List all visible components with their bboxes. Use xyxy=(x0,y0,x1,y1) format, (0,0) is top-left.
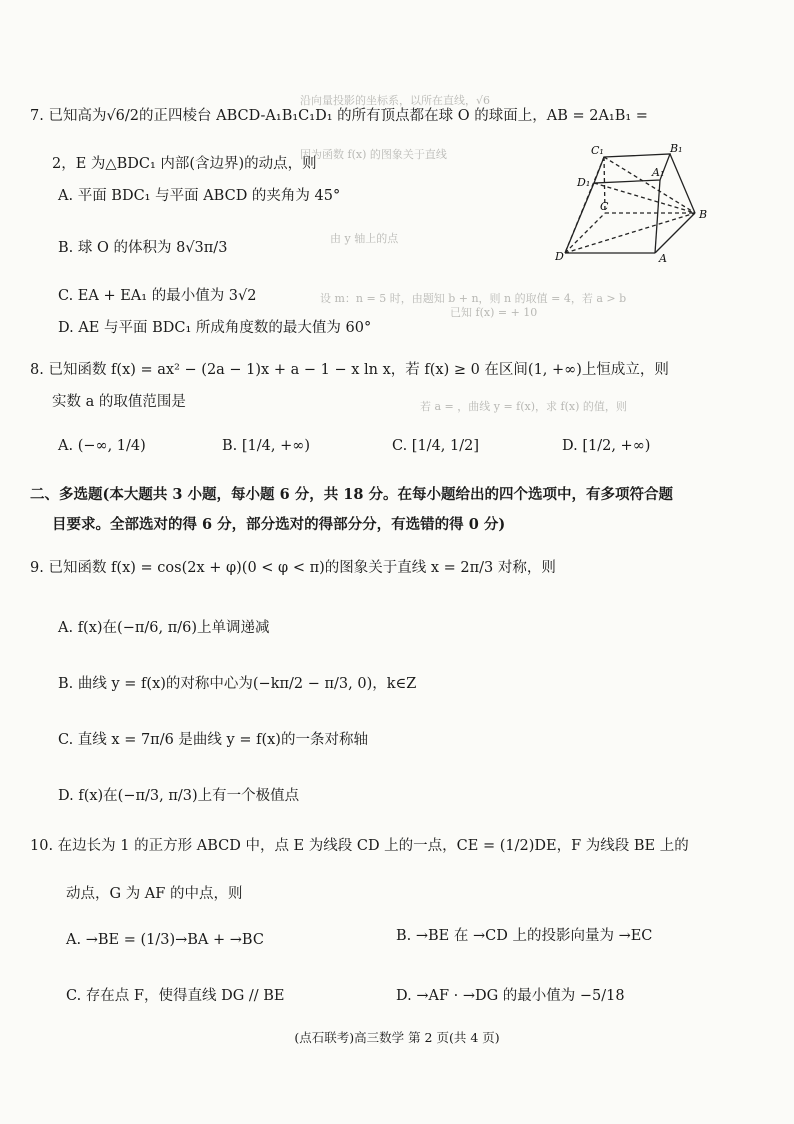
q7-stem-line2: 2，E 为△BDC₁ 内部(含边界)的动点，则 xyxy=(52,156,317,172)
q9-option-b: B. 曲线 y = f(x)的对称中心为(−kπ/2 − π/3, 0)，k∈Z xyxy=(58,676,417,692)
bleed-text: 由 y 轴上的点 xyxy=(330,232,399,245)
q9-option-d: D. f(x)在(−π/3, π/3)上有一个极值点 xyxy=(58,788,300,804)
label-a: A xyxy=(659,252,667,265)
q9-option-c: C. 直线 x = 7π/6 是曲线 y = f(x)的一条对称轴 xyxy=(58,732,368,748)
q10-stem-line1: 10. 在边长为 1 的正方形 ABCD 中，点 E 为线段 CD 上的一点，CE = (1/2)DE，F 为线段 BE 上的 xyxy=(30,838,689,854)
section-header-line2: 目要求。全部选对的得 6 分，部分选对的得部分分，有选错的得 0 分) xyxy=(52,516,506,533)
q7-option-d: D. AE 与平面 BDC₁ 所成角度数的最大值为 60° xyxy=(58,320,372,336)
q10-option-b: B. →BE 在 →CD 上的投影向量为 →EC xyxy=(396,928,653,944)
q8-option-c: C. [1/4, 1/2] xyxy=(392,438,479,454)
bleed-text: 因为函数 f(x) 的图象关于直线 xyxy=(300,148,447,161)
bleed-text: 沿向量投影的坐标系，以所在直线，√6 xyxy=(300,94,491,107)
q8-option-a: A. (−∞, 1/4) xyxy=(58,438,146,454)
label-d1: D₁ xyxy=(577,176,591,189)
q8-option-d: D. [1/2, +∞) xyxy=(562,438,651,454)
label-c: C xyxy=(600,200,609,213)
bleed-text: 若 a = ，曲线 y = f(x)，求 f(x) 的值，则 xyxy=(420,400,627,413)
q9-option-a: A. f(x)在(−π/6, π/6)上单调递减 xyxy=(58,620,270,636)
q9-stem: 9. 已知函数 f(x) = cos(2x + φ)(0 < φ < π)的图象关于直线 x = 2π/3 对称，则 xyxy=(30,560,556,576)
label-b1: B₁ xyxy=(670,142,683,155)
page-footer: (点石联考)高三数学 第 2 页(共 4 页) xyxy=(294,1030,500,1045)
q10-stem-line2: 动点，G 为 AF 的中点，则 xyxy=(66,886,243,902)
q10-option-c: C. 存在点 F，使得直线 DG // BE xyxy=(66,988,285,1004)
section-header-line1: 二、多选题(本大题共 3 小题，每小题 6 分，共 18 分。在每小题给出的四个选项中，有多项符合题 xyxy=(30,486,674,503)
bleed-text: 已知 f(x) = + 10 xyxy=(450,306,538,319)
label-c1: C₁ xyxy=(591,144,604,157)
frustum-figure xyxy=(555,140,715,268)
bleed-text: 设 m：n = 5 时，由题知 b + n，则 n 的取值 = 4，若 a > b xyxy=(320,292,627,305)
q8-stem-line2: 实数 a 的取值范围是 xyxy=(52,394,186,410)
label-a1: A₁ xyxy=(652,166,665,179)
label-d: D xyxy=(555,250,564,263)
q8-stem-line1: 8. 已知函数 f(x) = ax² − (2a − 1)x + a − 1 − x ln x，若 f(x) ≥ 0 在区间(1, +∞)上恒成立，则 xyxy=(30,362,669,378)
q10-option-a: A. →BE = (1/3)→BA + →BC xyxy=(66,932,264,948)
q10-option-d: D. →AF · →DG 的最小值为 −5/18 xyxy=(396,988,625,1004)
label-b: B xyxy=(699,208,708,221)
q7-option-b: B. 球 O 的体积为 8√3π/3 xyxy=(58,240,228,256)
q7-stem-line1: 7. 已知高为√6/2的正四棱台 ABCD-A₁B₁C₁D₁ 的所有顶点都在球 O 的球面上，AB = 2A₁B₁ = xyxy=(30,108,648,124)
q7-option-a: A. 平面 BDC₁ 与平面 ABCD 的夹角为 45° xyxy=(58,188,341,204)
q7-option-c: C. EA + EA₁ 的最小值为 3√2 xyxy=(58,288,257,304)
q8-option-b: B. [1/4, +∞) xyxy=(222,438,310,454)
